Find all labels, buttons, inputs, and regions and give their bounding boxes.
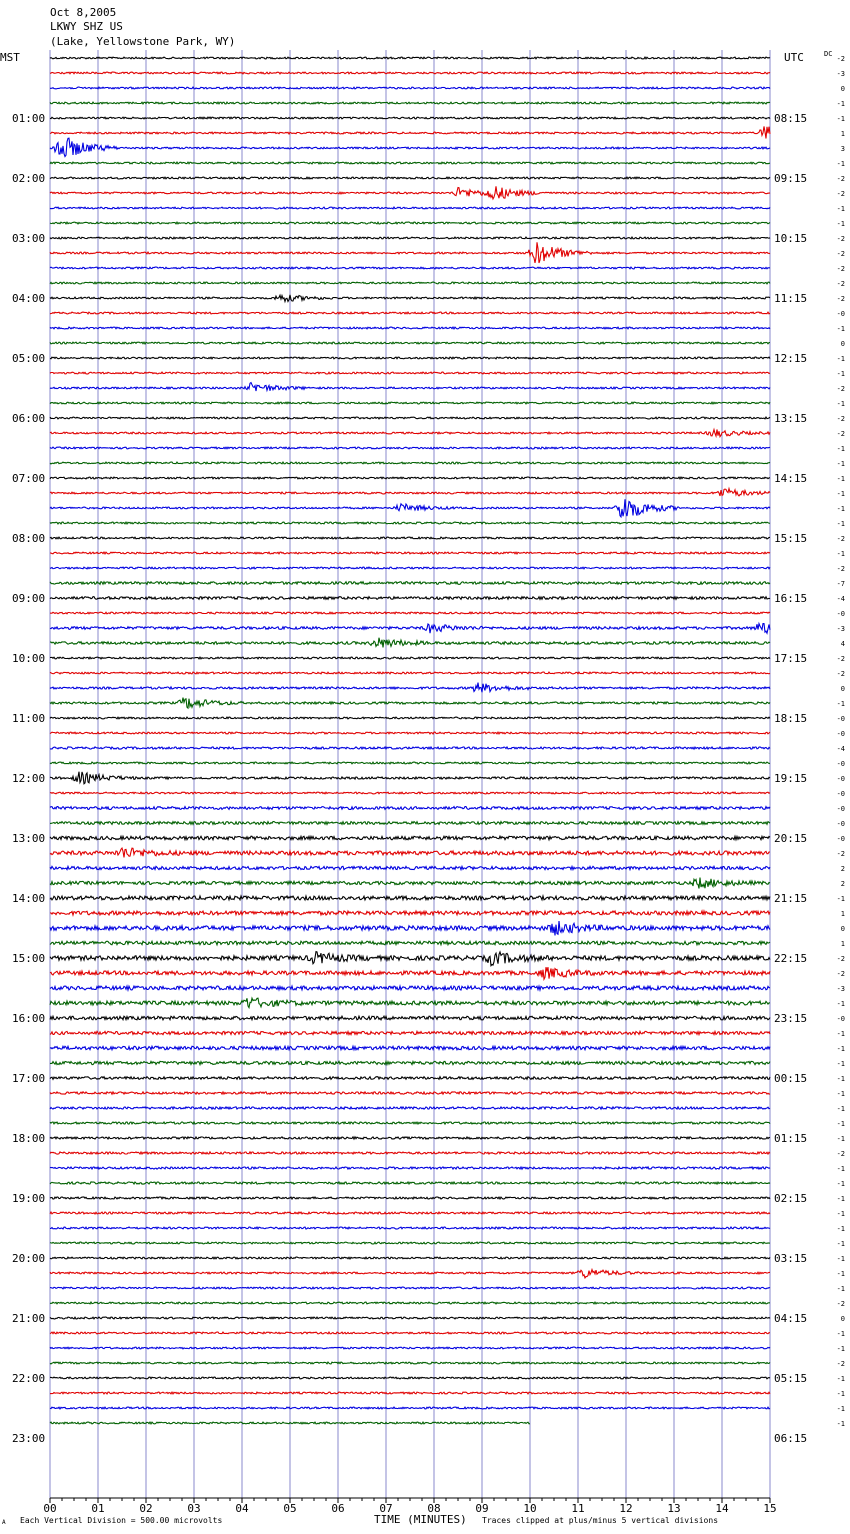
dc-offset-label: -1 xyxy=(836,1165,845,1173)
trace-row xyxy=(50,1212,770,1214)
x-tick-label: 04 xyxy=(235,1502,249,1515)
left-hour-label: 12:00 xyxy=(12,772,46,785)
x-tick-label: 09 xyxy=(475,1502,489,1515)
trace-row xyxy=(50,1317,770,1319)
dc-offset-label: -1 xyxy=(836,1210,845,1218)
left-hour-label: 11:00 xyxy=(12,712,46,725)
right-hour-label: 01:15 xyxy=(774,1132,808,1145)
trace-row xyxy=(50,1287,770,1289)
dc-offset-label: -1 xyxy=(836,460,845,468)
dc-offset-label: -2 xyxy=(836,235,845,243)
trace-row xyxy=(50,1302,770,1304)
dc-offset-label: -1 xyxy=(836,1225,845,1233)
left-hour-label: 02:00 xyxy=(12,172,46,185)
trace-row xyxy=(50,807,770,810)
dc-offset-label: -1 xyxy=(836,490,845,498)
trace-row xyxy=(50,921,770,936)
dc-offset-label: -1 xyxy=(836,1075,845,1083)
trace-row xyxy=(50,402,770,404)
trace-row xyxy=(50,242,770,263)
trace-row xyxy=(50,312,770,314)
dc-offset-label: -2 xyxy=(836,670,845,678)
x-axis-title: TIME (MINUTES) xyxy=(374,1513,467,1526)
dc-offset-label: -2 xyxy=(836,175,845,183)
left-timezone-label: MST xyxy=(0,51,20,64)
trace-row xyxy=(50,87,770,89)
scale-note: Each Vertical Division = 500.00 microvolts xyxy=(20,1516,223,1525)
right-hour-label: 12:15 xyxy=(774,352,808,365)
right-hour-label: 06:15 xyxy=(774,1432,808,1445)
dc-offset-label: 3 xyxy=(840,145,845,153)
dc-offset-label: -0 xyxy=(836,610,845,618)
dc-offset-label: -1 xyxy=(836,700,845,708)
dc-offset-label: -2 xyxy=(836,970,845,978)
trace-row xyxy=(50,1031,770,1034)
trace-row xyxy=(50,1270,770,1278)
x-tick-label: 02 xyxy=(139,1502,153,1515)
dc-offset-label: 1 xyxy=(840,940,845,948)
trace-row xyxy=(50,1107,770,1109)
trace-row xyxy=(50,102,770,104)
right-hour-label: 19:15 xyxy=(774,772,808,785)
trace-row xyxy=(50,552,770,554)
left-hour-label: 03:00 xyxy=(12,232,46,245)
dc-offset-label: -0 xyxy=(836,790,845,798)
trace-row xyxy=(50,952,770,966)
trace-row xyxy=(50,986,770,990)
dc-offset-label: -2 xyxy=(836,295,845,303)
trace-row xyxy=(50,567,770,569)
trace-row xyxy=(50,967,770,979)
trace-row xyxy=(50,1061,770,1064)
trace-row xyxy=(50,1332,770,1334)
header-station: LKWY SHZ US xyxy=(50,20,123,33)
dc-offset-label: -2 xyxy=(836,250,845,258)
header-location: (Lake, Yellowstone Park, WY) xyxy=(50,35,236,48)
trace-row xyxy=(50,522,770,524)
dc-offset-label: -0 xyxy=(836,310,845,318)
x-tick-label: 06 xyxy=(331,1502,345,1515)
clip-note: Traces clipped at plus/minus 5 vertical divisions xyxy=(482,1516,719,1525)
header-date: Oct 8,2005 xyxy=(50,6,117,19)
right-hour-label: 05:15 xyxy=(774,1372,808,1385)
trace-row xyxy=(50,57,770,59)
dc-offset-label: -1 xyxy=(836,1135,845,1143)
dc-offset-label: -1 xyxy=(836,160,845,168)
left-hour-label: 04:00 xyxy=(12,292,46,305)
dc-offset-label: -2 xyxy=(836,385,845,393)
left-hour-label: 21:00 xyxy=(12,1312,46,1325)
left-hour-label: 06:00 xyxy=(12,412,46,425)
right-hour-label: 22:15 xyxy=(774,952,808,965)
trace-row xyxy=(50,342,770,344)
dc-offset-label: -2 xyxy=(836,655,845,663)
dc-offset-label: 0 xyxy=(840,340,845,348)
dc-offset-label: -4 xyxy=(836,595,845,603)
trace-row xyxy=(50,772,770,784)
x-tick-label: 00 xyxy=(43,1502,57,1515)
dc-offset-label: -0 xyxy=(836,730,845,738)
dc-offset-label: -0 xyxy=(836,775,845,783)
trace-row xyxy=(50,1362,770,1364)
left-hour-label: 01:00 xyxy=(12,112,46,125)
trace-row xyxy=(50,717,770,719)
dc-offset-label: -2 xyxy=(836,190,845,198)
dc-offset-label: -3 xyxy=(836,70,845,78)
right-hour-label: 11:15 xyxy=(774,292,808,305)
dc-offset-label: -1 xyxy=(836,1180,845,1188)
trace-row xyxy=(50,537,770,539)
dc-offset-label: -1 xyxy=(836,1405,845,1413)
right-hour-label: 15:15 xyxy=(774,532,808,545)
dc-offset-label: -1 xyxy=(836,100,845,108)
trace-row xyxy=(50,462,770,464)
right-hour-label: 09:15 xyxy=(774,172,808,185)
right-hour-label: 17:15 xyxy=(774,652,808,665)
dc-offset-label: -1 xyxy=(836,220,845,228)
dc-offset-label: -1 xyxy=(836,550,845,558)
dc-offset-label: -1 xyxy=(836,475,845,483)
dc-label: DC xyxy=(824,50,833,58)
trace-row xyxy=(50,417,770,419)
dc-offset-label: -0 xyxy=(836,805,845,813)
trace-row xyxy=(50,1092,770,1094)
left-hour-label: 05:00 xyxy=(12,352,46,365)
trace-row xyxy=(50,1182,770,1184)
dc-offset-label: -7 xyxy=(836,580,845,588)
dc-offset-label: -1 xyxy=(836,1105,845,1113)
trace-row xyxy=(50,1046,770,1050)
right-hour-labels xyxy=(774,112,807,1445)
dc-offset-label: -0 xyxy=(836,760,845,768)
dc-offset-label: -1 xyxy=(836,1090,845,1098)
trace-row xyxy=(50,383,770,391)
trace-row xyxy=(50,430,770,437)
trace-row xyxy=(50,489,770,496)
dc-offset-labels xyxy=(837,55,845,1428)
dc-offset-label: -2 xyxy=(836,265,845,273)
dc-offset-label: -1 xyxy=(836,505,845,513)
right-hour-label: 10:15 xyxy=(774,232,808,245)
trace-row xyxy=(50,822,770,825)
left-hour-labels xyxy=(12,112,45,1445)
trace-row xyxy=(50,848,770,857)
right-hour-label: 08:15 xyxy=(774,112,808,125)
dc-offset-label: -1 xyxy=(836,355,845,363)
x-tick-label: 12 xyxy=(619,1502,633,1515)
trace-row xyxy=(50,657,770,659)
left-hour-label: 16:00 xyxy=(12,1012,46,1025)
x-tick-label: 10 xyxy=(523,1502,537,1515)
dc-offset-label: -0 xyxy=(836,820,845,828)
trace-row xyxy=(50,357,770,359)
trace-row xyxy=(50,1377,770,1379)
left-hour-label: 19:00 xyxy=(12,1192,46,1205)
right-hour-label: 20:15 xyxy=(774,832,808,845)
dc-offset-label: 2 xyxy=(840,865,845,873)
trace-row xyxy=(50,72,770,74)
dc-offset-label: -1 xyxy=(836,400,845,408)
trace-row xyxy=(50,162,770,164)
trace-row xyxy=(50,372,770,374)
trace-row xyxy=(50,282,770,284)
dc-offset-label: -2 xyxy=(836,430,845,438)
dc-offset-label: -1 xyxy=(836,1255,845,1263)
dc-offset-label: 1 xyxy=(840,910,845,918)
x-tick-label: 13 xyxy=(667,1502,681,1515)
trace-row xyxy=(50,186,770,199)
dc-offset-label: -0 xyxy=(836,715,845,723)
dc-offset-label: -1 xyxy=(836,1420,845,1428)
dc-offset-label: -1 xyxy=(836,1285,845,1293)
left-hour-label: 08:00 xyxy=(12,532,46,545)
dc-offset-label: -2 xyxy=(836,1150,845,1158)
left-hour-label: 22:00 xyxy=(12,1372,46,1385)
x-tick-label: 03 xyxy=(187,1502,201,1515)
dc-offset-label: -1 xyxy=(836,520,845,528)
dc-offset-label: -1 xyxy=(836,1345,845,1353)
corner-mark: A xyxy=(2,1519,6,1526)
trace-row xyxy=(50,1242,770,1244)
dc-offset-label: -1 xyxy=(836,1270,845,1278)
trace-row xyxy=(50,1227,770,1229)
dc-offset-label: -1 xyxy=(836,895,845,903)
dc-offset-label: 0 xyxy=(840,1315,845,1323)
trace-row xyxy=(50,267,770,269)
trace-row xyxy=(50,836,770,840)
right-hour-label: 02:15 xyxy=(774,1192,808,1205)
dc-offset-label: -1 xyxy=(836,370,845,378)
dc-offset-label: -2 xyxy=(836,280,845,288)
trace-row xyxy=(50,295,770,302)
trace-row xyxy=(50,698,770,709)
left-hour-label: 17:00 xyxy=(12,1072,46,1085)
dc-offset-label: -1 xyxy=(836,1375,845,1383)
trace-row xyxy=(50,998,770,1007)
x-tick-label: 01 xyxy=(91,1502,105,1515)
time-grid xyxy=(50,50,770,1498)
dc-offset-label: -1 xyxy=(836,205,845,213)
trace-row xyxy=(50,624,770,634)
dc-offset-label: -2 xyxy=(836,565,845,573)
left-hour-label: 09:00 xyxy=(12,592,46,605)
trace-row xyxy=(50,237,770,239)
trace-row xyxy=(50,222,770,224)
trace-row xyxy=(50,732,770,734)
dc-offset-label: -3 xyxy=(836,625,845,633)
trace-row xyxy=(50,327,770,329)
x-tick-label: 05 xyxy=(283,1502,297,1515)
trace-row xyxy=(50,1197,770,1199)
dc-offset-label: -1 xyxy=(836,1330,845,1338)
trace-row xyxy=(50,499,770,517)
trace-row xyxy=(50,941,770,945)
dc-offset-label: 0 xyxy=(840,85,845,93)
trace-row xyxy=(50,896,770,900)
trace-row xyxy=(50,1257,770,1259)
dc-offset-label: -1 xyxy=(836,445,845,453)
x-tick-label: 07 xyxy=(379,1502,393,1515)
right-hour-label: 04:15 xyxy=(774,1312,808,1325)
dc-offset-label: 0 xyxy=(840,925,845,933)
trace-row xyxy=(50,1137,770,1139)
left-hour-label: 15:00 xyxy=(12,952,46,965)
dc-offset-label: -2 xyxy=(836,415,845,423)
trace-row xyxy=(50,582,770,585)
dc-offset-label: 0 xyxy=(840,685,845,693)
x-tick-label: 11 xyxy=(571,1502,585,1515)
dc-offset-label: -1 xyxy=(836,1045,845,1053)
trace-row xyxy=(50,207,770,209)
dc-offset-label: -1 xyxy=(836,325,845,333)
right-hour-label: 23:15 xyxy=(774,1012,808,1025)
right-hour-label: 18:15 xyxy=(774,712,808,725)
x-tick-label: 08 xyxy=(427,1502,441,1515)
trace-row xyxy=(50,683,770,693)
left-hour-label: 23:00 xyxy=(12,1432,46,1445)
right-timezone-label: UTC xyxy=(784,51,804,64)
trace-row xyxy=(50,1122,770,1124)
trace-row xyxy=(50,138,770,157)
dc-offset-label: -1 xyxy=(836,1240,845,1248)
trace-row xyxy=(50,1152,770,1154)
trace-row xyxy=(50,1407,770,1409)
left-hour-label: 10:00 xyxy=(12,652,46,665)
trace-row xyxy=(50,612,770,614)
trace-row xyxy=(50,117,770,119)
trace-group xyxy=(50,57,770,1424)
left-hour-label: 07:00 xyxy=(12,472,46,485)
dc-offset-label: -0 xyxy=(836,1015,845,1023)
dc-offset-label: -2 xyxy=(836,55,845,63)
dc-offset-label: 4 xyxy=(840,640,845,648)
dc-offset-label: -1 xyxy=(836,115,845,123)
dc-offset-label: -1 xyxy=(836,1195,845,1203)
dc-offset-label: -4 xyxy=(836,745,845,753)
dc-offset-label: -2 xyxy=(836,1360,845,1368)
left-hour-label: 14:00 xyxy=(12,892,46,905)
dc-offset-label: 2 xyxy=(840,880,845,888)
right-hour-label: 03:15 xyxy=(774,1252,808,1265)
dc-offset-label: -0 xyxy=(836,835,845,843)
dc-offset-label: 1 xyxy=(840,130,845,138)
trace-row xyxy=(50,1392,770,1394)
trace-row xyxy=(50,911,770,915)
trace-row xyxy=(50,672,770,674)
left-hour-label: 20:00 xyxy=(12,1252,46,1265)
trace-row xyxy=(50,126,770,138)
dc-offset-label: -1 xyxy=(836,1060,845,1068)
trace-row xyxy=(50,1167,770,1169)
right-hour-label: 13:15 xyxy=(774,412,808,425)
trace-row xyxy=(50,1077,770,1080)
dc-offset-label: -1 xyxy=(836,1030,845,1038)
trace-row xyxy=(50,477,770,479)
trace-row xyxy=(50,638,770,648)
dc-offset-label: -1 xyxy=(836,1390,845,1398)
trace-row xyxy=(50,447,770,449)
trace-row xyxy=(50,866,770,869)
trace-row xyxy=(50,747,770,749)
dc-offset-label: -2 xyxy=(836,535,845,543)
dc-offset-label: -2 xyxy=(836,955,845,963)
trace-row xyxy=(50,878,770,889)
right-hour-label: 00:15 xyxy=(774,1072,808,1085)
x-tick-label: 15 xyxy=(763,1502,777,1515)
dc-offset-label: -2 xyxy=(836,850,845,858)
trace-row xyxy=(50,762,770,764)
dc-offset-label: -2 xyxy=(836,1300,845,1308)
right-hour-label: 14:15 xyxy=(774,472,808,485)
right-hour-label: 21:15 xyxy=(774,892,808,905)
trace-row xyxy=(50,792,770,794)
right-hour-label: 16:15 xyxy=(774,592,808,605)
x-tick-label: 14 xyxy=(715,1502,729,1515)
trace-row xyxy=(50,1347,770,1349)
dc-offset-label: -3 xyxy=(836,985,845,993)
left-hour-label: 13:00 xyxy=(12,832,46,845)
dc-offset-label: -1 xyxy=(836,1120,845,1128)
left-hour-label: 18:00 xyxy=(12,1132,46,1145)
dc-offset-label: -1 xyxy=(836,1000,845,1008)
trace-row xyxy=(50,1016,770,1020)
trace-row xyxy=(50,597,770,600)
trace-row xyxy=(50,177,770,179)
